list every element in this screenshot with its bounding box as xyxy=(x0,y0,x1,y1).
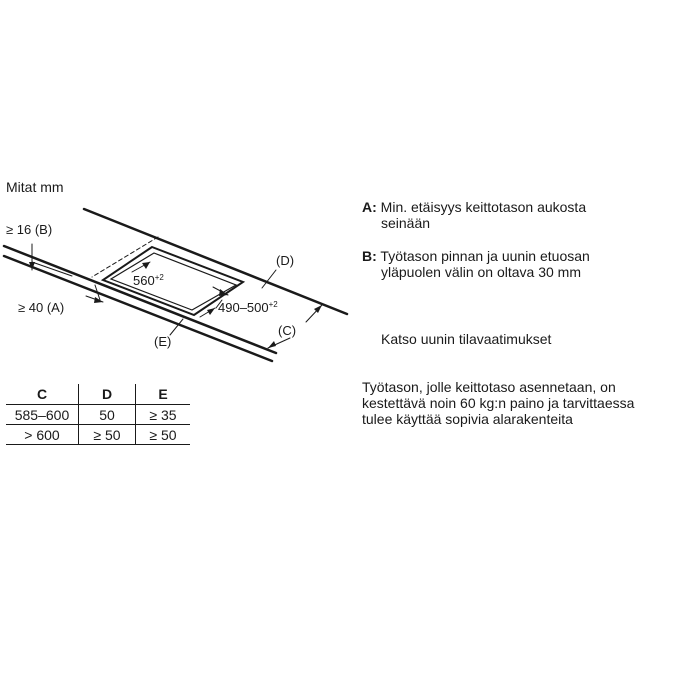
note-b xyxy=(362,248,662,280)
label-c: (C) xyxy=(278,323,297,338)
note-worktop-line1: Työtason, jolle keittotaso asennetaan, on xyxy=(362,379,616,395)
note-worktop-line3: tulee käyttää sopivia alarakenteita xyxy=(362,411,573,427)
label-a: ≥ 40 (A) xyxy=(18,300,65,315)
table-cell: ≥ 50 xyxy=(136,425,191,445)
note-b-key: B: xyxy=(362,248,377,264)
table-header-e: E xyxy=(136,384,191,405)
note-a xyxy=(362,199,662,231)
worktop-back-edge xyxy=(84,209,347,314)
table-header-d: D xyxy=(79,384,136,405)
dim-490-500-value: $490-500^{+2}$ xyxy=(218,300,278,315)
note-b-line1: Työtason pinnan ja uunin etuosan xyxy=(380,248,590,264)
table-header-row xyxy=(6,384,190,405)
units-label: Mitat mm xyxy=(6,179,64,195)
table-row xyxy=(6,425,190,445)
table-cell: 50 xyxy=(79,405,136,425)
label-b: ≥ 16 (B) xyxy=(6,222,53,237)
note-a-line2: seinään xyxy=(381,215,431,231)
note-worktop-line2: kestettävä noin 60 kg:n paino ja tarvittaessa xyxy=(362,395,635,411)
label-d: (D) xyxy=(276,253,295,268)
table-cell: ≥ 50 xyxy=(79,425,136,445)
note-c: Katso uunin tilavaatimukset xyxy=(381,331,552,347)
table-cell: 585–600 xyxy=(6,405,79,425)
table-cell: ≥ 35 xyxy=(136,405,191,425)
note-a-line1: Min. etäisyys keittotason aukosta xyxy=(380,199,587,215)
table-header-c: C xyxy=(6,384,79,405)
label-e: (E) xyxy=(154,334,172,349)
note-worktop xyxy=(362,379,692,427)
table-row xyxy=(6,405,190,425)
note-a-key: A: xyxy=(362,199,377,215)
dimension-table xyxy=(6,384,190,445)
note-b-line2: yläpuolen välin on oltava 30 mm xyxy=(381,264,582,280)
dim-560-value: $560^{+2}$ xyxy=(133,273,164,288)
table-cell: > 600 xyxy=(6,425,79,445)
